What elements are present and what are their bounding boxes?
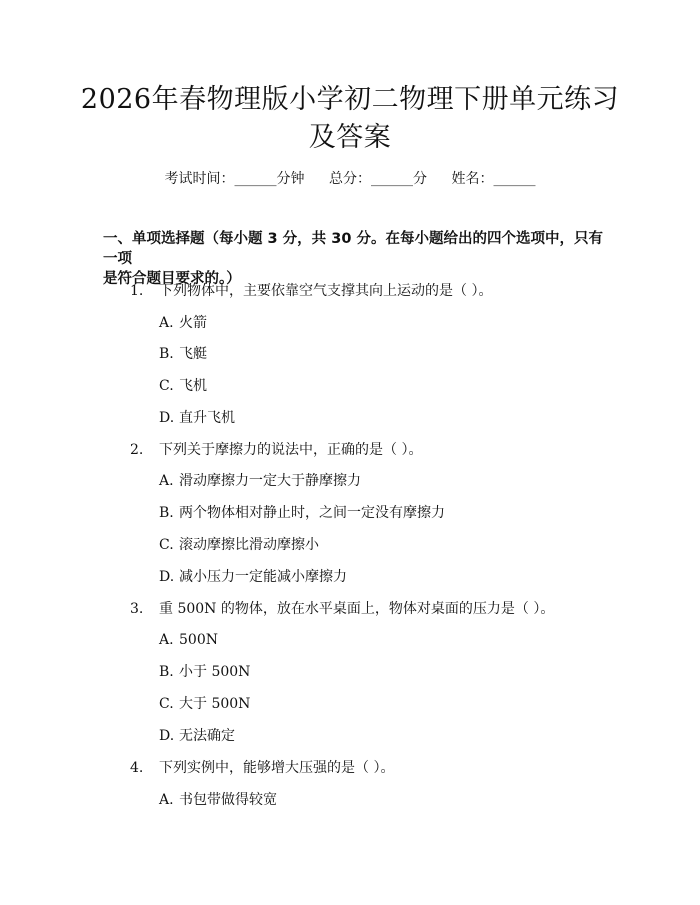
option-text: 两个物体相对静止时，之间一定没有摩擦力 <box>179 505 445 521</box>
option-letter: A. <box>159 632 174 648</box>
question-text: 下列物体中，主要依靠空气支撑其向上运动的是（ ）。 <box>159 283 493 299</box>
question-number: 2. <box>130 442 144 458</box>
option-letter: C. <box>159 378 174 394</box>
section-heading-line1: 一、单项选择题（每小题 3 分，共 30 分。在每小题给出的四个选项中，只有一项 <box>103 231 603 267</box>
option-text: 小于 500N <box>179 664 251 680</box>
page-title-line2: 及答案 <box>308 122 392 153</box>
option <box>159 630 218 650</box>
total-score: 总分：______分 <box>329 171 427 187</box>
option-letter: A. <box>159 792 174 808</box>
option <box>159 535 319 555</box>
option <box>159 408 235 428</box>
option-text: 500N <box>179 632 218 648</box>
question-number: 1. <box>130 283 144 299</box>
option <box>159 376 207 396</box>
section-heading-line2: 是符合题目要求的。） <box>103 271 241 287</box>
question-number: 3. <box>130 601 144 617</box>
option-letter: A. <box>159 473 174 489</box>
question-text: 下列实例中，能够增大压强的是（ ）。 <box>159 760 395 776</box>
option <box>159 567 347 587</box>
question <box>130 758 394 778</box>
option-letter: C. <box>159 696 174 712</box>
option-text: 书包带做得较宽 <box>179 792 277 808</box>
option-text: 无法确定 <box>179 728 235 744</box>
question-text: 重 500N 的物体，放在水平桌面上，物体对桌面的压力是（ ）。 <box>159 601 555 617</box>
option-letter: B. <box>159 346 174 362</box>
question <box>130 281 492 301</box>
option <box>159 662 250 682</box>
option <box>159 503 445 523</box>
option <box>159 726 235 746</box>
option-letter: C. <box>159 537 174 553</box>
student-name: 姓名：______ <box>451 171 536 187</box>
option-text: 滚动摩擦比滑动摩擦小 <box>179 537 319 553</box>
question <box>130 599 554 619</box>
page-title-line1: 2026年春物理版小学初二物理下册单元练习 <box>80 84 620 115</box>
option-text: 滑动摩擦力一定大于静摩擦力 <box>179 473 361 489</box>
option <box>159 313 207 333</box>
option <box>159 694 250 714</box>
exam-meta <box>0 168 700 188</box>
option-text: 火箭 <box>179 315 207 331</box>
exam-time: 考试时间：______分钟 <box>164 171 305 187</box>
question-text: 下列关于摩擦力的说法中，正确的是（ ）。 <box>159 442 423 458</box>
option-letter: B. <box>159 664 174 680</box>
option <box>159 790 277 810</box>
option-letter: D. <box>159 569 175 585</box>
option-letter: D. <box>159 410 175 426</box>
question <box>130 440 422 460</box>
option-text: 飞艇 <box>179 346 207 362</box>
option-text: 减小压力一定能减小摩擦力 <box>179 569 347 585</box>
option-letter: B. <box>159 505 174 521</box>
option-text: 飞机 <box>179 378 207 394</box>
option <box>159 344 207 364</box>
option-text: 大于 500N <box>179 696 251 712</box>
option-letter: D. <box>159 728 175 744</box>
option-text: 直升飞机 <box>179 410 235 426</box>
section-heading <box>103 229 603 289</box>
option-letter: A. <box>159 315 174 331</box>
option <box>159 471 361 491</box>
question-number: 4. <box>130 760 144 776</box>
